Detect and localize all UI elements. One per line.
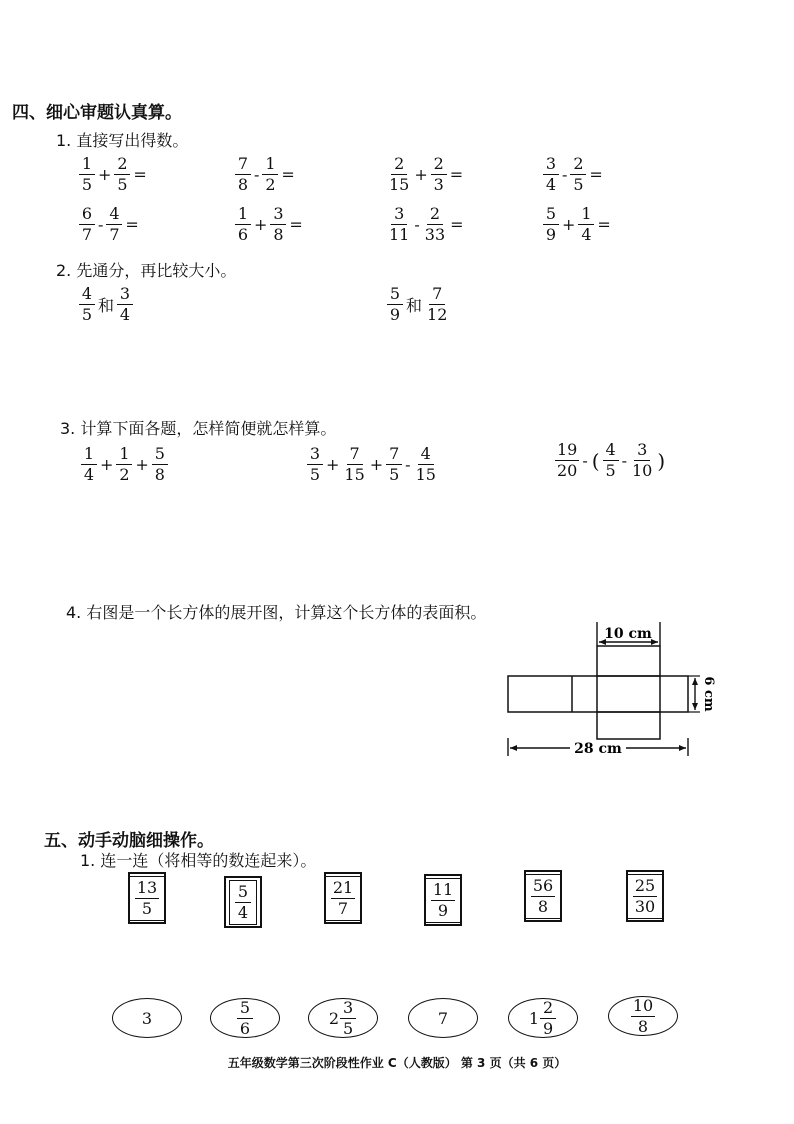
fraction: $\frac{2}{33}$ bbox=[424, 204, 446, 244]
fraction: $\frac{3}{5}$ bbox=[340, 1000, 356, 1037]
oval-answer-4[interactable]: 7 bbox=[408, 998, 478, 1038]
fraction: $\frac{7}{8}$ bbox=[235, 156, 251, 193]
fraction-card[interactable] bbox=[424, 874, 462, 926]
section-5-title: 五、动手动脑细操作。 bbox=[44, 831, 214, 851]
fraction: $\frac{13}{5}$ bbox=[136, 877, 158, 918]
operator: - bbox=[562, 165, 568, 184]
q1-expression bbox=[386, 206, 466, 243]
operator: - bbox=[254, 165, 260, 184]
fraction: $\frac{7}{15}$ bbox=[344, 444, 365, 484]
operator: + bbox=[98, 165, 112, 184]
oval-answer-3[interactable]: 2 $\frac{3}{5}$ bbox=[308, 998, 378, 1038]
fraction: $\frac{2}{5}$ bbox=[570, 156, 586, 193]
fraction-card[interactable] bbox=[224, 876, 262, 928]
q1-expression bbox=[386, 156, 465, 193]
fraction: $\frac{3}{5}$ bbox=[307, 446, 323, 483]
fraction: $\frac{11}{9}$ bbox=[432, 879, 454, 920]
question-3-label: 3. 计算下面各题，怎样简便就怎样算。 bbox=[60, 419, 337, 438]
question-4-label: 4. 右图是一个长方体的展开图，计算这个长方体的表面积。 bbox=[66, 603, 487, 622]
fraction: $\frac{1}{4}$ bbox=[578, 206, 594, 243]
q3-expression-2: $\frac{3}{5}$ + $\frac{7}{15}$ + $\frac{7}{5}$ - $\frac{4}{15}$ bbox=[306, 446, 439, 483]
fraction: $\frac{3}{10}$ bbox=[631, 440, 653, 480]
side-dimension-label: 6 cm bbox=[701, 676, 716, 712]
q1-expression bbox=[78, 156, 149, 193]
q3-expression-1: $\frac{1}{4}$ + $\frac{1}{2}$ + $\frac{5}{8}$ bbox=[80, 446, 169, 483]
fraction: $\frac{2}{15}$ bbox=[389, 154, 410, 194]
equals-sign: = bbox=[449, 165, 464, 184]
fraction: $\frac{2}{5}$ bbox=[114, 156, 130, 193]
q1-expression bbox=[234, 156, 297, 193]
fraction: $\frac{4}{7}$ bbox=[106, 206, 122, 243]
q1-expression bbox=[234, 206, 305, 243]
fraction: $\frac{25}{30}$ bbox=[634, 875, 656, 916]
q3-expression-3: $\frac{19}{20}$ - ( $\frac{4}{5}$ - $\frac{3}{10}$ ) bbox=[557, 440, 666, 480]
equals-sign: = bbox=[281, 165, 295, 184]
fraction: $\frac{1}{5}$ bbox=[79, 156, 95, 193]
cuboid-net-diagram bbox=[500, 618, 720, 766]
fraction: $\frac{3}{11}$ bbox=[389, 204, 410, 244]
equals-sign: = bbox=[289, 215, 303, 234]
fraction: $\frac{6}{7}$ bbox=[79, 206, 95, 243]
fraction: $\frac{1}{2}$ bbox=[116, 446, 132, 483]
equals-sign: = bbox=[133, 165, 147, 184]
question-2-label: 2. 先通分，再比较大小。 bbox=[56, 261, 237, 280]
fraction: $\frac{1}{6}$ bbox=[235, 206, 251, 243]
page-footer: 五年级数学第三次阶段性作业 C（人教版） 第 3 页（共 6 页） bbox=[227, 1056, 567, 1070]
fraction-card[interactable] bbox=[626, 870, 664, 922]
fraction: $\frac{5}{9}$ bbox=[387, 286, 403, 323]
oval-answer-5[interactable]: 1 $\frac{2}{9}$ bbox=[508, 998, 578, 1038]
operator: + bbox=[254, 215, 268, 234]
section5-question-1-label: 1. 连一连（将相等的数连起来）。 bbox=[80, 851, 317, 870]
fraction-card[interactable] bbox=[524, 870, 562, 922]
oval-answer-1[interactable]: 3 bbox=[112, 998, 182, 1038]
q1-expression bbox=[78, 206, 141, 243]
equals-sign: = bbox=[125, 215, 139, 234]
fraction: $\frac{2}{3}$ bbox=[431, 156, 447, 193]
fraction: $\frac{19}{20}$ bbox=[557, 440, 578, 480]
fraction: $\frac{5}{6}$ bbox=[237, 1000, 253, 1037]
operator: - bbox=[414, 215, 420, 234]
fraction: $\frac{7}{12}$ bbox=[427, 284, 448, 324]
fraction: $\frac{5}{4}$ bbox=[235, 884, 251, 921]
operator: + bbox=[414, 165, 428, 184]
operator: - bbox=[98, 215, 104, 234]
fraction: $\frac{4}{15}$ bbox=[415, 444, 436, 484]
fraction: $\frac{3}{8}$ bbox=[270, 206, 286, 243]
oval-answer-2[interactable] bbox=[210, 998, 280, 1038]
q2-compare-2: $\frac{5}{9}$ 和 $\frac{7}{12}$ bbox=[386, 286, 450, 323]
fraction: $\frac{1}{4}$ bbox=[81, 446, 97, 483]
q2-compare-1: $\frac{4}{5}$ 和 $\frac{3}{4}$ bbox=[78, 286, 134, 323]
q1-expression bbox=[542, 206, 613, 243]
section-4-title: 四、细心审题认真算。 bbox=[12, 103, 182, 123]
oval-answer-6[interactable] bbox=[608, 996, 678, 1036]
operator: + bbox=[562, 215, 576, 234]
q1-expression bbox=[542, 156, 605, 193]
fraction: $\frac{4}{5}$ bbox=[79, 286, 95, 323]
fraction: $\frac{21}{7}$ bbox=[332, 877, 354, 918]
bottom-dimension-label: 28 cm bbox=[574, 741, 622, 757]
fraction: $\frac{5}{9}$ bbox=[543, 206, 559, 243]
fraction: $\frac{5}{8}$ bbox=[152, 446, 168, 483]
fraction: $\frac{7}{5}$ bbox=[386, 446, 402, 483]
fraction: $\frac{10}{8}$ bbox=[632, 995, 654, 1036]
fraction-card[interactable] bbox=[324, 872, 362, 924]
fraction: $\frac{3}{4}$ bbox=[543, 156, 559, 193]
equals-sign: = bbox=[450, 215, 464, 234]
fraction: $\frac{56}{8}$ bbox=[532, 875, 554, 916]
fraction: $\frac{3}{4}$ bbox=[117, 286, 133, 323]
fraction-card[interactable] bbox=[128, 872, 166, 924]
equals-sign: = bbox=[589, 165, 603, 184]
equals-sign: = bbox=[597, 215, 611, 234]
top-dimension-label: 10 cm bbox=[604, 626, 652, 642]
fraction: $\frac{2}{9}$ bbox=[540, 1000, 556, 1037]
fraction: $\frac{1}{2}$ bbox=[262, 156, 278, 193]
fraction: $\frac{4}{5}$ bbox=[603, 442, 619, 479]
question-1-label: 1. 直接写出得数。 bbox=[56, 131, 189, 150]
